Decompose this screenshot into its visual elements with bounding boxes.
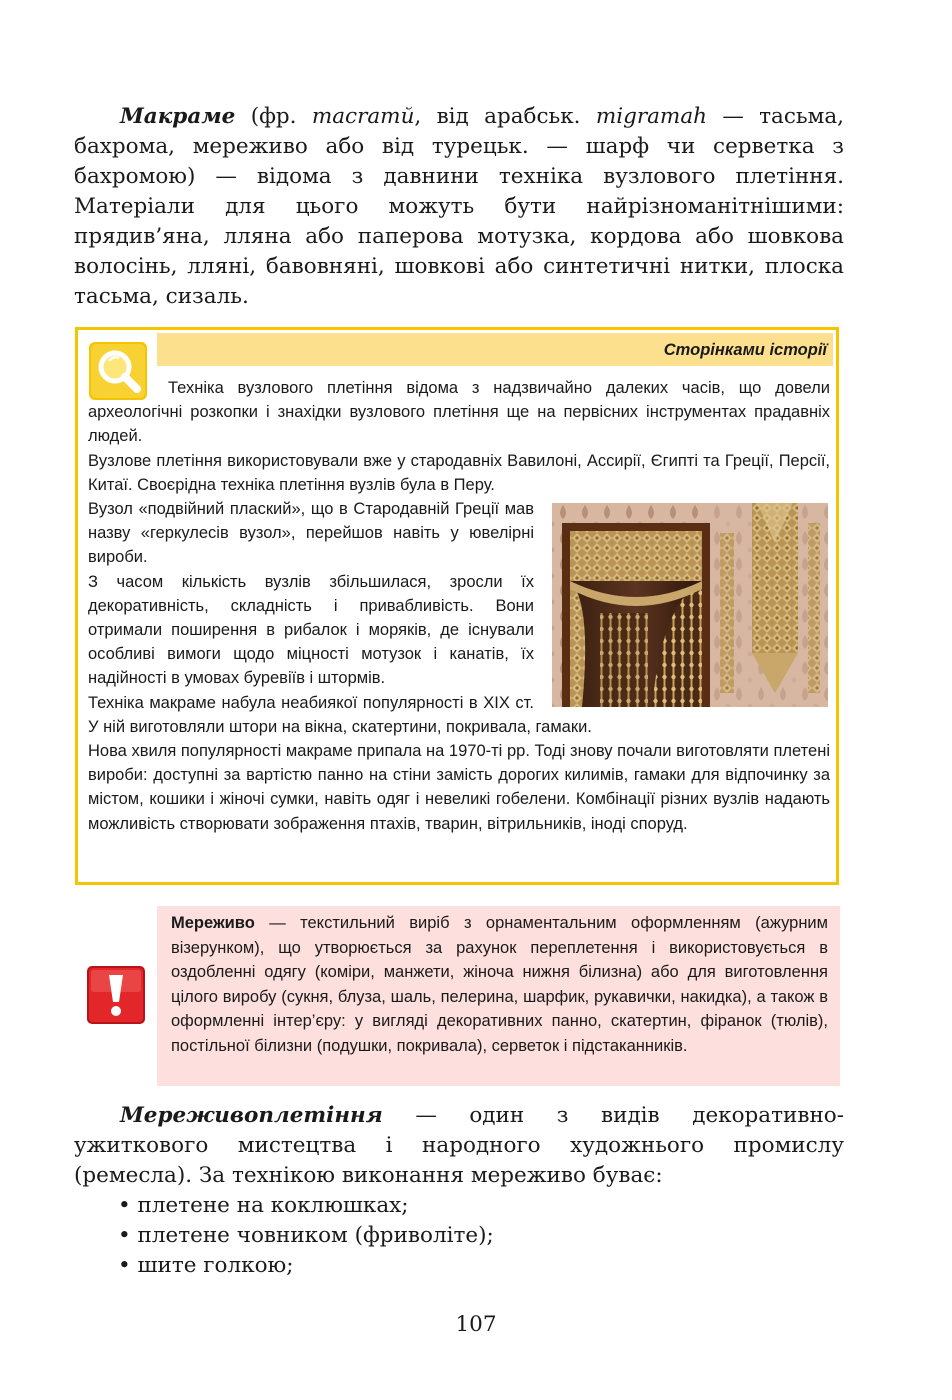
- list-item: • плетене човником (фриволіте);: [118, 1223, 494, 1248]
- history-text: [88, 376, 830, 836]
- lace-text: — один з видів декоративно-ужиткового мистецтва і народного художнього промислу (ремесла). За технікою виконання мереживо буває:: [74, 1103, 844, 1188]
- definition-text: — текстильний виріб з орнаментальним оформленням (ажурним візерунком), що утворюється за рахунок переплетення і використовується в оздобленні одягу (коміри, манжети, жіноча нижня білизна) або для виготовлення цілого виробу (сукня, блуза, шаль, пелерина, шарфик, рукавички, накидка), а також в оформленні інтер’єру: у вигляді декоративних панно, скатертин, фіранок (тюлів), постільної білизни (подушки, покривала), серветок і підстаканників.: [171, 914, 828, 1055]
- history-paragraph-5: Техніка макраме набула неабиякої популярності в XIX ст. У ній виготовляли штори на вікна, скатертини, покривала, гамаки.: [88, 693, 592, 736]
- exclamation-icon: [87, 966, 145, 1024]
- history-paragraph-3: Вузол «подвійний плаский», що в Стародавній Греції мав назву «геркулесів вузол», перейшов навіть у ювелірні вироби.: [88, 500, 534, 567]
- macrame-curtain-photo: [552, 503, 828, 707]
- intro-paragraph: [74, 102, 844, 312]
- term-lace-making: Мереживоплетіння: [120, 1103, 383, 1128]
- page-number: 107: [455, 1312, 497, 1337]
- intro-text-2: , від арабськ.: [414, 104, 596, 129]
- definition-box: [157, 906, 840, 1086]
- history-paragraph-6: Нова хвиля популярності макраме припала на 1970-ті рр. Тоді знову почали виготовляти плетені вироби: доступні за вартістю панно на стіни замість дорогих килимів, гамаки для відпочинку за містом, кошики і жіночі сумки, навіть одяг і невеликі гобелени. Комбінації різних вузлів надають можливість створювати зображення птахів, тварин, вітрильників, іноді споруд.: [88, 742, 830, 833]
- intro-text-1: (фр.: [235, 104, 312, 129]
- history-paragraph-4: З часом кількість вузлів збільшилася, зросли їх декоративність, складність і привабливість. Вони отримали поширення в рибалок і моряків, де існували особливі вимоги щодо міцності мотузок і канатів, їх надійності в умовах буревіїв і штормів.: [88, 572, 534, 688]
- history-paragraph-1: Техніка вузлового плетіння відома з надзвичайно далеких часів, що довели археологічні розкопки і знахідки вузлового плетіння ще на первісних інструментах прадавніх людей.: [88, 379, 830, 446]
- intro-french-word: macramй: [311, 104, 415, 129]
- history-header: Сторінками історії: [157, 333, 833, 366]
- history-box: [75, 327, 839, 885]
- lace-paragraph: [74, 1101, 844, 1191]
- intro-arabic-word: migramah: [595, 104, 707, 129]
- intro-text-3: — тасьма, бахрома, мереживо або від турецьк. — шарф чи серветка з бахромою) — відома з давнини техніка вузлового плетіння. Матеріали для цього можуть бути найрізноманітнішими: прядив’яна, лляна або паперова мотузка, кордова або шовкова волосінь, лляні, бавовняні, шовкові або синтетичні нитки, плоска тасьма, сизаль.: [74, 104, 844, 309]
- history-paragraph-2: Вузлове плетіння використовували вже у стародавніх Вавилоні, Ассирії, Єгипті та Греції, Персії, Китаї. Своєрідна техніка плетіння вузлів була в Перу.: [88, 451, 830, 494]
- list-item: • плетене на коклюшках;: [118, 1193, 409, 1218]
- term-lace: Мереживо: [171, 914, 255, 932]
- term-macrame: Макраме: [120, 104, 236, 129]
- lace-types-list: [118, 1191, 494, 1281]
- list-item: • шите голкою;: [118, 1253, 294, 1278]
